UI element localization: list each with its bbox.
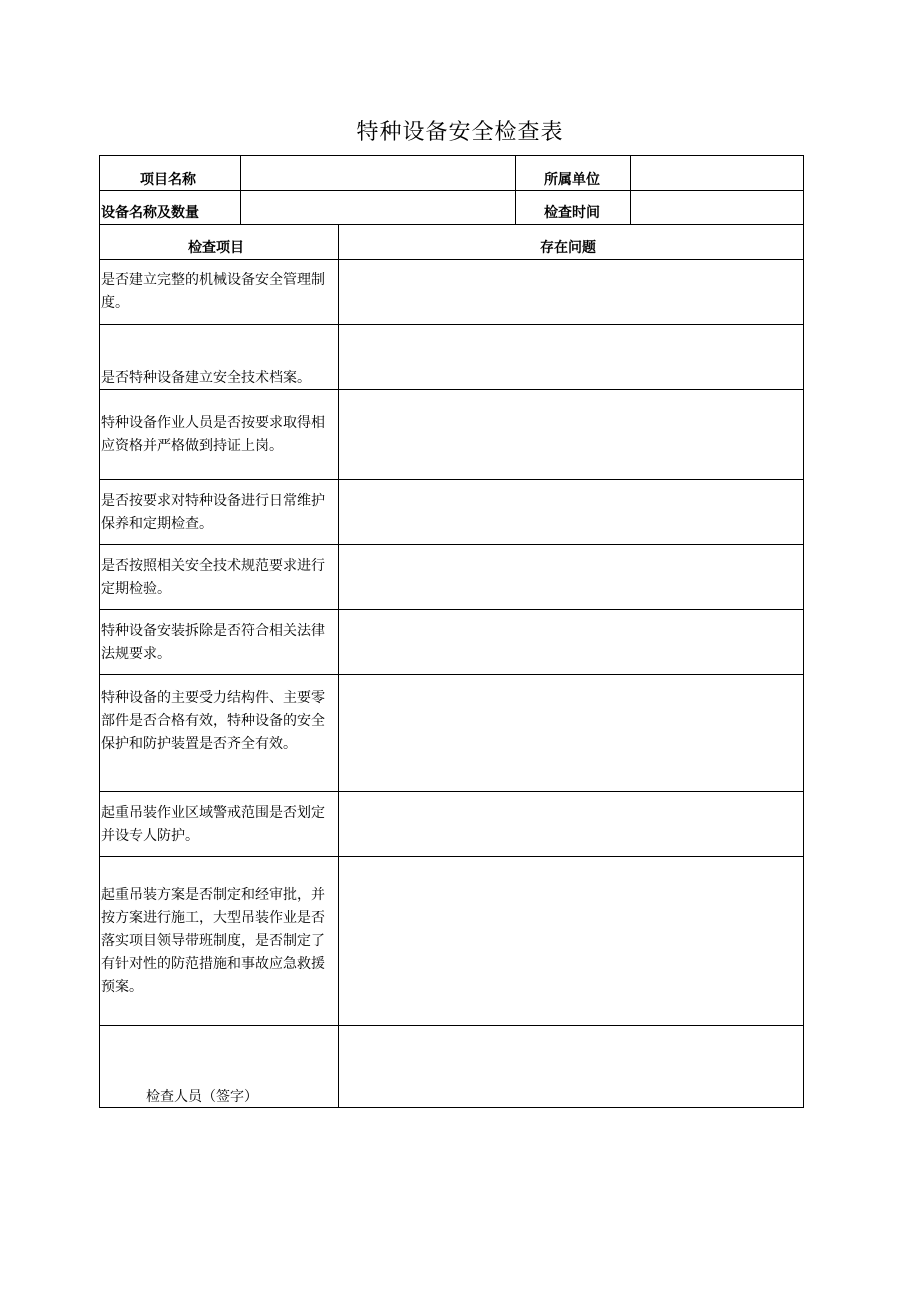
- row-divider: [100, 856, 803, 857]
- check-item: 特种设备作业人员是否按要求取得相应资格并严格做到持证上岗。: [101, 415, 325, 454]
- signature-field[interactable]: [344, 1030, 798, 1102]
- check-item: 起重吊装方案是否制定和经审批，并按方案进行施工，大型吊装作业是否落实项目领导带班制度，是否制定了有针对性的防范措施和事故应急救援预案。: [101, 887, 325, 995]
- column-divider: [338, 224, 339, 1107]
- issue-cell[interactable]: [344, 484, 798, 540]
- row-divider: [100, 259, 803, 260]
- inspection-time-field[interactable]: [636, 203, 798, 223]
- issue-cell[interactable]: [344, 796, 798, 852]
- equipment-label: 设备名称及数量: [101, 205, 199, 221]
- project-name-field[interactable]: [246, 170, 510, 190]
- project-name-label: 项目名称: [140, 172, 196, 188]
- column-divider: [515, 156, 516, 224]
- issue-cell[interactable]: [344, 679, 798, 787]
- check-item: 特种设备安装拆除是否符合相关法律法规要求。: [101, 623, 325, 662]
- issue-cell[interactable]: [344, 264, 798, 320]
- check-item: 是否按照相关安全技术规范要求进行定期检验。: [101, 558, 325, 597]
- inspection-time-label: 检查时间: [544, 205, 600, 221]
- issue-cell[interactable]: [344, 329, 798, 385]
- row-divider: [100, 674, 803, 675]
- check-item: 是否建立完整的机械设备安全管理制度。: [101, 272, 325, 311]
- row-divider: [100, 190, 803, 191]
- inspection-table: [99, 155, 804, 1108]
- check-item: 是否特种设备建立安全技术档案。: [101, 370, 311, 386]
- column-header-item: 检查项目: [188, 240, 244, 256]
- row-divider: [100, 324, 803, 325]
- row-divider: [100, 224, 803, 225]
- issue-cell[interactable]: [344, 394, 798, 474]
- issue-cell[interactable]: [344, 549, 798, 605]
- check-item: 起重吊装作业区域警戒范围是否划定并设专人防护。: [101, 805, 325, 844]
- row-divider: [100, 609, 803, 610]
- issue-cell[interactable]: [344, 861, 798, 1021]
- row-divider: [100, 479, 803, 480]
- row-divider: [100, 1025, 803, 1026]
- check-item: 是否按要求对特种设备进行日常维护保养和定期检查。: [101, 493, 325, 532]
- column-header-issues: 存在问题: [540, 240, 596, 256]
- document-title: 特种设备安全检查表: [356, 120, 564, 145]
- equipment-field[interactable]: [246, 203, 510, 223]
- affiliated-unit-field[interactable]: [636, 170, 798, 190]
- issue-cell[interactable]: [344, 614, 798, 670]
- column-divider: [630, 156, 631, 224]
- affiliated-unit-label: 所属单位: [544, 172, 600, 188]
- row-divider: [100, 791, 803, 792]
- signature-label: 检查人员（签字）: [146, 1089, 258, 1105]
- column-divider: [240, 156, 241, 224]
- check-item: 特种设备的主要受力结构件、主要零部件是否合格有效，特种设备的安全保护和防护装置是否齐全有效。: [101, 690, 325, 752]
- row-divider: [100, 544, 803, 545]
